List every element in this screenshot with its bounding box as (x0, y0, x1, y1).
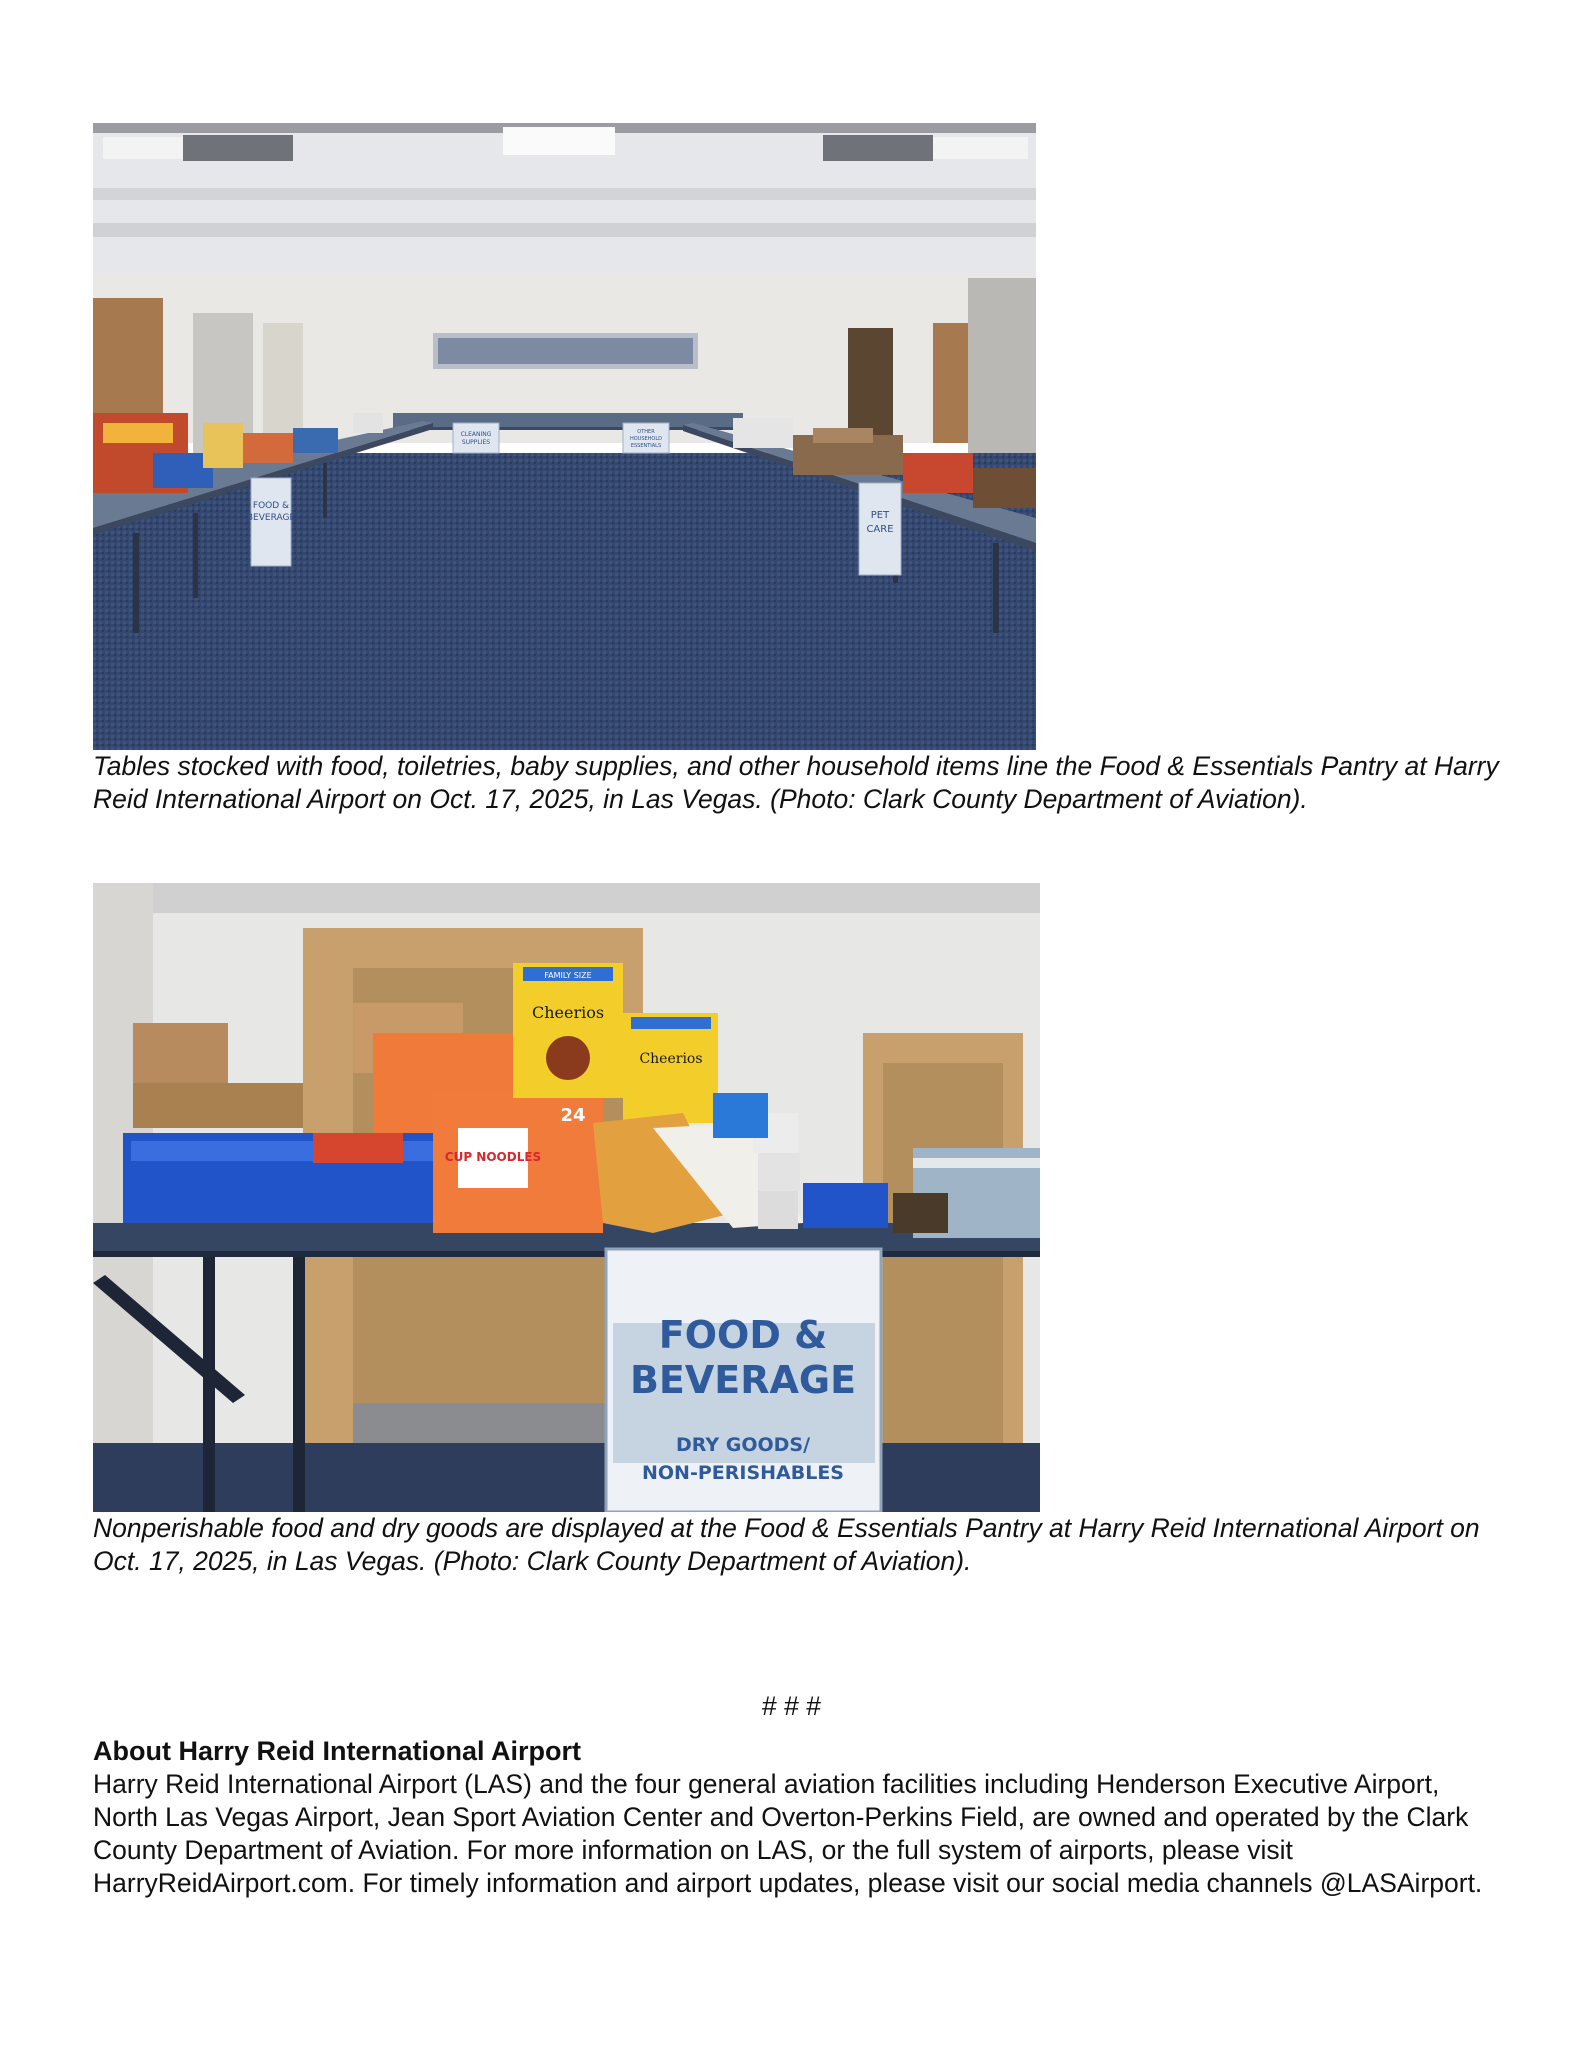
photo-caption: Nonperishable food and dry goods are displayed at the Food & Essentials Pantry at Harry Reid International Airport on Oct. 17, 2025, in Las Vegas. (Photo: Clark County Department of Aviation). (93, 1513, 1480, 1576)
about-heading: About Harry Reid International Airport (93, 1736, 582, 1766)
section-divider: # # # (762, 1691, 821, 1721)
sign-line: ESSENTIALS (630, 443, 662, 449)
photo-caption: Tables stocked with food, toiletries, baby supplies, and other household items line the Food & Essentials Pantry at Harry Reid International Airport on Oct. 17, 2025, in Las Vegas. (Photo: Clark County Department of Aviation). (93, 751, 1499, 814)
pet-care-sign (859, 483, 901, 575)
cheerios-label-2: Cheerios (639, 1051, 703, 1067)
pantry-room-photo (93, 123, 1036, 750)
sign-line: HOUSEHOLD (629, 436, 663, 442)
sign-line: OTHER (637, 429, 655, 435)
household-essentials-sign (623, 423, 669, 453)
sign-line: DRY GOODS/ (675, 1434, 811, 1456)
sign-line: NON-PERISHABLES (642, 1462, 844, 1484)
noodles-label: CUP NOODLES (444, 1150, 542, 1164)
about-body: Harry Reid International Airport (LAS) and the four general aviation facilities including Henderson Executive Airport, North Las Vegas Airport, Jean Sport Aviation Center and Overton-Perkins Field, are owned and operated by the Clark County Department of Aviation. For more information on LAS, or the full system of airports, please visit HarryReidAirport.com. For timely information and airport updates, please visit our social media channels @LASAirport. (93, 1769, 1483, 1898)
sign-line: CLEANING (460, 431, 492, 438)
sign-line: CARE (866, 524, 894, 535)
cheerios-label: Cheerios (531, 1003, 605, 1022)
cheerios-banner: FAMILY SIZE (544, 971, 592, 980)
pantry-room-image (93, 123, 1036, 750)
sign-line: BEVERAGE (629, 1358, 857, 1402)
sign-line: BEVERAGE (246, 513, 296, 523)
sign-line: FOOD & (252, 501, 290, 511)
food-beverage-sign (247, 478, 296, 566)
sign-line: FOOD & (658, 1313, 828, 1357)
noodles-count: 24 (560, 1105, 586, 1126)
sign-line: SUPPLIES (461, 439, 491, 446)
cleaning-supplies-sign (453, 423, 499, 453)
food-beverage-image (93, 883, 1040, 1512)
food-beverage-photo (93, 883, 1040, 1512)
sign-line: PET (870, 510, 890, 521)
food-beverage-dry-goods-sign (606, 1249, 881, 1512)
